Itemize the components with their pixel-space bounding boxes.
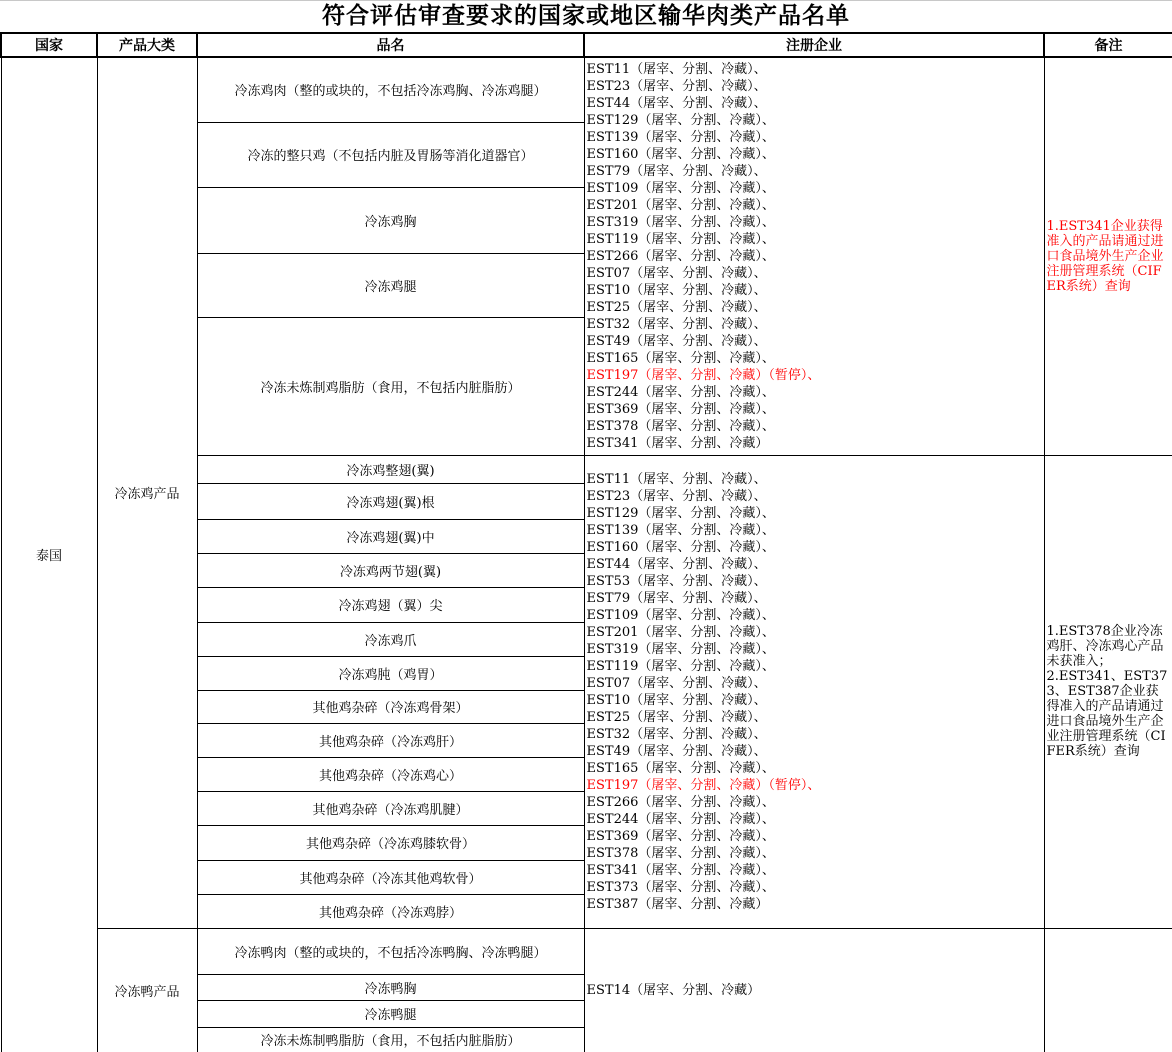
remarks-cell	[1044, 455, 1172, 928]
enterprise-entry: EST07（屠宰、分割、冷藏）、	[586, 675, 767, 691]
enterprise-list	[587, 471, 1042, 913]
enterprise-list	[587, 982, 1042, 999]
enterprise-entry: EST11（屠宰、分割、冷藏）、	[586, 471, 767, 487]
remark-paragraph: 1.EST378企业冷冻鸡肝、冷冻鸡心产品未获准入；	[1046, 624, 1164, 669]
product-name-cell: 冷冻未炼制鸡脂肪（食用，不包括内脏脂肪）	[197, 317, 584, 455]
product-name-cell: 其他鸡杂碎（冷冻鸡肝）	[197, 723, 584, 757]
product-name-cell: 其他鸡杂碎（冷冻鸡脖）	[197, 894, 584, 928]
remarks-cell-empty	[1044, 928, 1172, 1052]
col-header-registered-enterprises: 注册企业	[584, 33, 1044, 57]
enterprise-entry: EST23（屠宰、分割、冷藏）、	[586, 78, 767, 94]
enterprise-entry: EST129（屠宰、分割、冷藏）、	[586, 505, 775, 521]
remark-paragraph: 1.EST341企业获得准入的产品请通过进口食品境外生产企业注册管理系统（CIFER系统）查询	[1046, 218, 1164, 294]
enterprise-entry: EST341（屠宰、分割、冷藏）	[586, 435, 769, 451]
col-header-remarks: 备注	[1044, 33, 1172, 57]
product-name-cell: 冷冻鸡翅(翼)中	[197, 519, 584, 553]
col-header-country: 国家	[1, 33, 97, 57]
category-cell-frozen-duck: 冷冻鸭产品	[97, 928, 197, 1052]
enterprise-entry: EST129（屠宰、分割、冷藏）、	[586, 112, 775, 128]
product-name-cell: 冷冻鸭肉（整的或块的，不包括冷冻鸭胸、冷冻鸭腿）	[197, 928, 584, 974]
enterprise-entry: EST319（屠宰、分割、冷藏）、	[586, 641, 775, 657]
table-row	[1, 57, 1172, 122]
enterprise-entry: EST44（屠宰、分割、冷藏）、	[586, 95, 767, 111]
enterprise-entry: EST109（屠宰、分割、冷藏）、	[586, 607, 775, 623]
product-name-cell: 冷冻鸡两节翅(翼)	[197, 553, 584, 587]
product-name-cell: 冷冻鸭腿	[197, 1000, 584, 1027]
enterprise-entry: EST11（屠宰、分割、冷藏）、	[586, 61, 767, 77]
product-name-cell: 其他鸡杂碎（冷冻其他鸡软骨）	[197, 860, 584, 894]
enterprise-entry: EST32（屠宰、分割、冷藏）、	[586, 726, 767, 742]
product-name-cell: 其他鸡杂碎（冷冻鸡膝软骨）	[197, 825, 584, 860]
enterprise-entry: EST109（屠宰、分割、冷藏）、	[586, 180, 775, 196]
enterprise-entry: EST32（屠宰、分割、冷藏）、	[586, 316, 767, 332]
col-header-category: 产品大类	[97, 33, 197, 57]
enterprise-entry: EST10（屠宰、分割、冷藏）、	[586, 692, 767, 708]
product-name-cell: 冷冻鸡肉（整的或块的，不包括冷冻鸡胸、冷冻鸡腿）	[197, 57, 584, 122]
remark-list	[1047, 624, 1171, 759]
enterprise-entry: EST165（屠宰、分割、冷藏）、	[586, 760, 775, 776]
enterprises-cell	[584, 928, 1044, 1052]
table-row	[1, 928, 1172, 974]
enterprise-entry: EST119（屠宰、分割、冷藏）、	[586, 231, 775, 247]
enterprise-entry: EST53（屠宰、分割、冷藏）、	[586, 573, 767, 589]
enterprises-cell	[584, 57, 1044, 455]
enterprise-entry: EST378（屠宰、分割、冷藏）、	[586, 418, 775, 434]
enterprise-entry: EST319（屠宰、分割、冷藏）、	[586, 214, 775, 230]
enterprise-entry: EST369（屠宰、分割、冷藏）、	[586, 828, 775, 844]
enterprise-entry: EST266（屠宰、分割、冷藏）、	[586, 248, 775, 264]
enterprise-entry: EST373（屠宰、分割、冷藏）、	[586, 879, 775, 895]
product-name-cell: 冷冻鸡翅(翼)根	[197, 483, 584, 519]
enterprise-entry: EST244（屠宰、分割、冷藏）、	[586, 384, 775, 400]
enterprise-entry: EST387（屠宰、分割、冷藏）	[586, 896, 769, 912]
enterprise-entry: EST119（屠宰、分割、冷藏）、	[586, 658, 775, 674]
product-name-cell: 冷冻鸡腿	[197, 253, 584, 317]
enterprise-entry: EST201（屠宰、分割、冷藏）、	[586, 624, 775, 640]
enterprise-entry: EST49（屠宰、分割、冷藏）、	[586, 743, 767, 759]
enterprise-entry: EST10（屠宰、分割、冷藏）、	[586, 282, 767, 298]
enterprise-entry: EST197（屠宰、分割、冷藏）（暂停）、	[586, 777, 821, 793]
product-name-cell: 其他鸡杂碎（冷冻鸡心）	[197, 757, 584, 791]
products-table	[0, 32, 1172, 1052]
enterprises-cell	[584, 455, 1044, 928]
remarks-cell	[1044, 57, 1172, 455]
enterprise-entry: EST14（屠宰、分割、冷藏）	[586, 982, 761, 998]
enterprise-entry: EST369（屠宰、分割、冷藏）、	[586, 401, 775, 417]
product-name-cell: 冷冻鸡整翅(翼)	[197, 455, 584, 483]
product-name-cell: 冷冻的整只鸡（不包括内脏及胃肠等消化道器官）	[197, 122, 584, 187]
enterprise-entry: EST23（屠宰、分割、冷藏）、	[586, 488, 767, 504]
product-name-cell: 冷冻鸡爪	[197, 622, 584, 656]
product-name-cell: 其他鸡杂碎（冷冻鸡骨架）	[197, 690, 584, 723]
category-cell-frozen-chicken: 冷冻鸡产品	[97, 57, 197, 928]
enterprise-entry: EST160（屠宰、分割、冷藏）、	[586, 539, 775, 555]
enterprise-list	[587, 61, 1042, 452]
enterprise-entry: EST79（屠宰、分割、冷藏）、	[586, 590, 767, 606]
enterprise-entry: EST244（屠宰、分割、冷藏）、	[586, 811, 775, 827]
remark-paragraph: 2.EST341、EST373、EST387企业获得准入的产品请通过进口食品境外生产企业注册管理系统（CIFER系统）查询	[1046, 669, 1168, 759]
remark-list	[1047, 219, 1171, 294]
enterprise-entry: EST165（屠宰、分割、冷藏）、	[586, 350, 775, 366]
enterprise-entry: EST160（屠宰、分割、冷藏）、	[586, 146, 775, 162]
enterprise-entry: EST25（屠宰、分割、冷藏）、	[586, 709, 767, 725]
product-name-cell: 冷冻鸡翅（翼）尖	[197, 587, 584, 622]
product-name-cell: 其他鸡杂碎（冷冻鸡肌腱）	[197, 791, 584, 825]
header-row	[1, 33, 1172, 57]
enterprise-entry: EST197（屠宰、分割、冷藏）（暂停）、	[586, 367, 821, 383]
enterprise-entry: EST378（屠宰、分割、冷藏）、	[586, 845, 775, 861]
product-name-cell: 冷冻鸭胸	[197, 974, 584, 1000]
product-name-cell: 冷冻鸡胸	[197, 187, 584, 253]
product-name-cell: 冷冻鸡肫（鸡胃）	[197, 656, 584, 690]
enterprise-entry: EST139（屠宰、分割、冷藏）、	[586, 129, 775, 145]
enterprise-entry: EST07（屠宰、分割、冷藏）、	[586, 265, 767, 281]
enterprise-entry: EST49（屠宰、分割、冷藏）、	[586, 333, 767, 349]
country-cell: 泰国	[1, 57, 97, 1052]
enterprise-entry: EST341（屠宰、分割、冷藏）、	[586, 862, 775, 878]
enterprise-entry: EST25（屠宰、分割、冷藏）、	[586, 299, 767, 315]
enterprise-entry: EST201（屠宰、分割、冷藏）、	[586, 197, 775, 213]
enterprise-entry: EST79（屠宰、分割、冷藏）、	[586, 163, 767, 179]
page-title: 符合评估审查要求的国家或地区输华肉类产品名单	[322, 2, 850, 29]
enterprise-entry: EST139（屠宰、分割、冷藏）、	[586, 522, 775, 538]
product-name-cell: 冷冻未炼制鸭脂肪（食用，不包括内脏脂肪）	[197, 1027, 584, 1052]
enterprise-entry: EST266（屠宰、分割、冷藏）、	[586, 794, 775, 810]
enterprise-entry: EST44（屠宰、分割、冷藏）、	[586, 556, 767, 572]
col-header-product-name: 品名	[197, 33, 584, 57]
